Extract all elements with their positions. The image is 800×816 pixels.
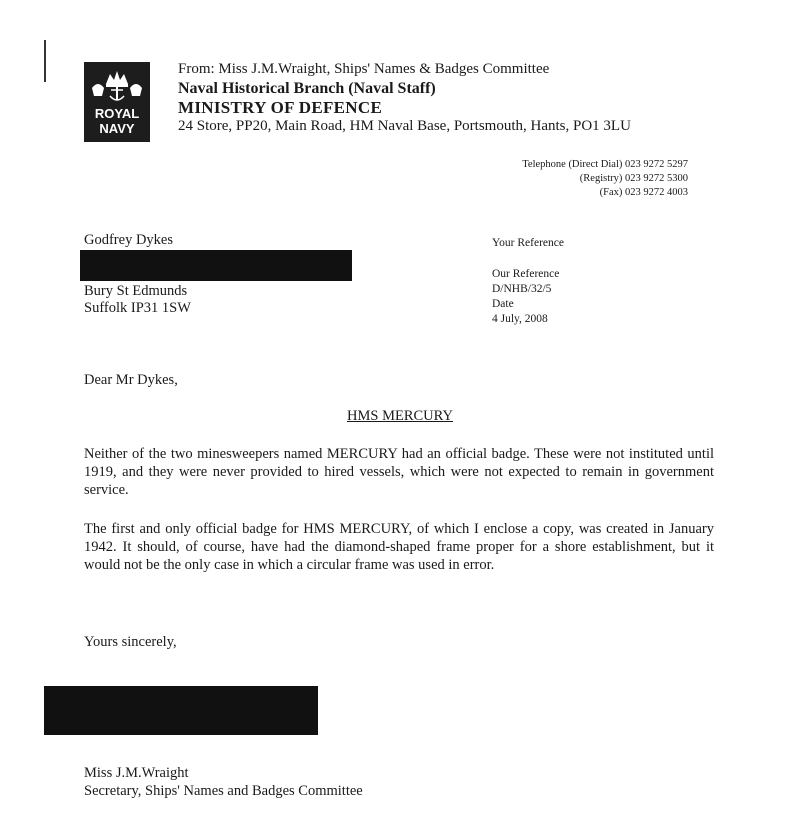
ministry-name: MINISTRY OF DEFENCE — [178, 98, 383, 117]
body-paragraph-1: Neither of the two minesweepers named MERCURY had an official badge. These were not instituted until 1919, and they were never provided to hired vessels, which were not expected to remain in government service. — [84, 446, 714, 498]
recipient-name: Godfrey Dykes — [84, 232, 173, 248]
fax-number: (Fax) 023 9272 4003 — [599, 187, 688, 198]
margin-mark — [44, 40, 46, 82]
branch-name: Naval Historical Branch (Naval Staff) — [178, 80, 436, 97]
sender-address: 24 Store, PP20, Main Road, HM Naval Base, Portsmouth, Hants, PO1 3LU — [178, 118, 631, 134]
royal-navy-logo — [84, 62, 150, 142]
logo-text-royal: ROYAL — [94, 106, 140, 121]
date-label: Date — [492, 298, 514, 310]
logo-text-navy: NAVY — [99, 121, 135, 136]
your-reference-label: Your Reference — [492, 237, 564, 249]
redaction-bar-signature — [44, 686, 318, 735]
from-line: From: Miss J.M.Wraight, Ships' Names & Badges Committee — [178, 61, 550, 77]
references-block — [492, 236, 564, 327]
recipient-town: Bury St Edmunds — [84, 283, 188, 299]
direct-dial: Telephone (Direct Dial) 023 9272 5297 — [522, 159, 688, 170]
registry-phone: (Registry) 023 9272 5300 — [579, 173, 688, 184]
date-value: 4 July, 2008 — [492, 313, 548, 325]
contact-numbers — [440, 158, 688, 200]
letterhead-block — [178, 60, 631, 136]
our-reference-value: D/NHB/32/5 — [492, 283, 552, 295]
redaction-bar-address — [80, 250, 352, 281]
subject-heading: HMS MERCURY — [347, 408, 453, 424]
signatory-block — [84, 764, 363, 800]
signatory-title: Secretary, Ships' Names and Badges Committee — [84, 783, 363, 799]
closing: Yours sincerely, — [84, 634, 177, 650]
recipient-county-postcode: Suffolk IP31 1SW — [84, 300, 191, 316]
signatory-name: Miss J.M.Wraight — [84, 765, 189, 781]
our-reference-label: Our Reference — [492, 268, 560, 280]
salutation: Dear Mr Dykes, — [84, 372, 178, 388]
body-paragraph-2: The first and only official badge for HMS MERCURY, of which I enclose a copy, was created in January 1942. It should, of course, have had the diamond-shaped frame proper for a shore establishment, but it would not be the only case in which a circular frame was used in error. — [84, 521, 714, 573]
